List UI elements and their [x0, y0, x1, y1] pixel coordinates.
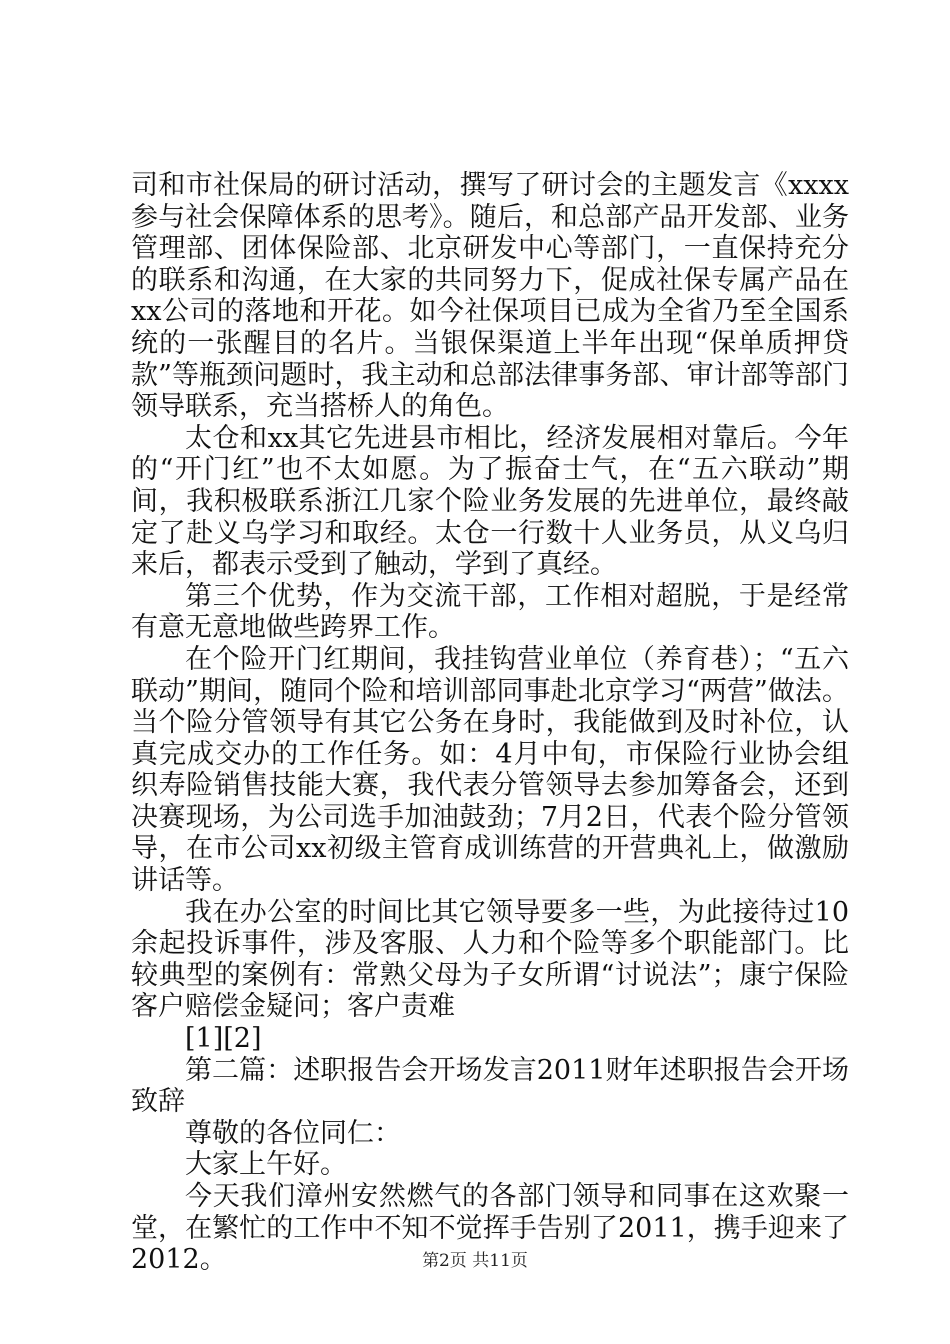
paragraph-1: 司和市社保局的研讨活动，撰写了研讨会的主题发言《xxxx参与社会保障体系的思考》。随后，和总部产品开发部、业务管理部、团体保险部、北京研发中心等部门，一直保持充分的联系和沟通，在大家的共同努力下，促成社保专属产品在xx公司的落地和开花。如今社保项目已成为全省乃至全国系统的一张醒目的名片。当银保渠道上半年出现“保单质押贷款”等瓶颈问题时，我主动和总部法律事务部、审计部等部门领导联系，充当搭桥人的角色。 [131, 170, 849, 423]
paragraph-3: 第三个优势，作为交流干部，工作相对超脱，于是经常有意无意地做些跨界工作。 [131, 580, 849, 644]
paragraph-2: 太仓和xx其它先进县市相比，经济发展相对靠后。今年的“开门红”也不太如愿。为了振奋士气，在“五六联动”期间，我积极联系浙江几家个险业务发展的先进单位，最终敲定了赴义乌学习和取经。太仓一行数十人业务员，从义乌归来后，都表示受到了触动，学到了真经。 [131, 422, 849, 581]
page-links[interactable]: [1][2] [185, 1023, 262, 1055]
greeting: 大家上午好。 [185, 1149, 347, 1181]
document-body [131, 170, 849, 1276]
paragraph-4: 在个险开门红期间，我挂钩营业单位（养育巷）；“五六联动”期间，随同个险和培训部同事赴北京学习“两营”做法。当个险分管领导有其它公务在身时，我能做到及时补位，认真完成交办的工作任务。如：4月中旬，市保险行业协会组织寿险销售技能大赛，我代表分管领导去参加筹备会，还到决赛现场，为公司选手加油鼓劲；7月2日，代表个险分管领导，在市公司xx初级主管育成训练营的开营典礼上，做激励讲话等。 [131, 643, 849, 897]
paragraph-5: 我在办公室的时间比其它领导要多一些，为此接待过10余起投诉事件，涉及客服、人力和个险等多个职能部门。比较典型的案例有：常熟父母为子女所谓“讨说法”；康宁保险客户赔偿金疑问；客户责难 [131, 896, 849, 1023]
salutation: 尊敬的各位同仁： [185, 1117, 401, 1149]
section-heading: 第二篇：述职报告会开场发言2011财年述职报告会开场致辞 [131, 1054, 849, 1118]
page-number-footer: 第2页 共11页 [422, 1251, 528, 1271]
paragraph-10: 今天我们漳州安然燃气的各部门领导和同事在这欢聚一堂，在繁忙的工作中不知不觉挥手告别了2011，携手迎来了2012。 [131, 1181, 849, 1276]
